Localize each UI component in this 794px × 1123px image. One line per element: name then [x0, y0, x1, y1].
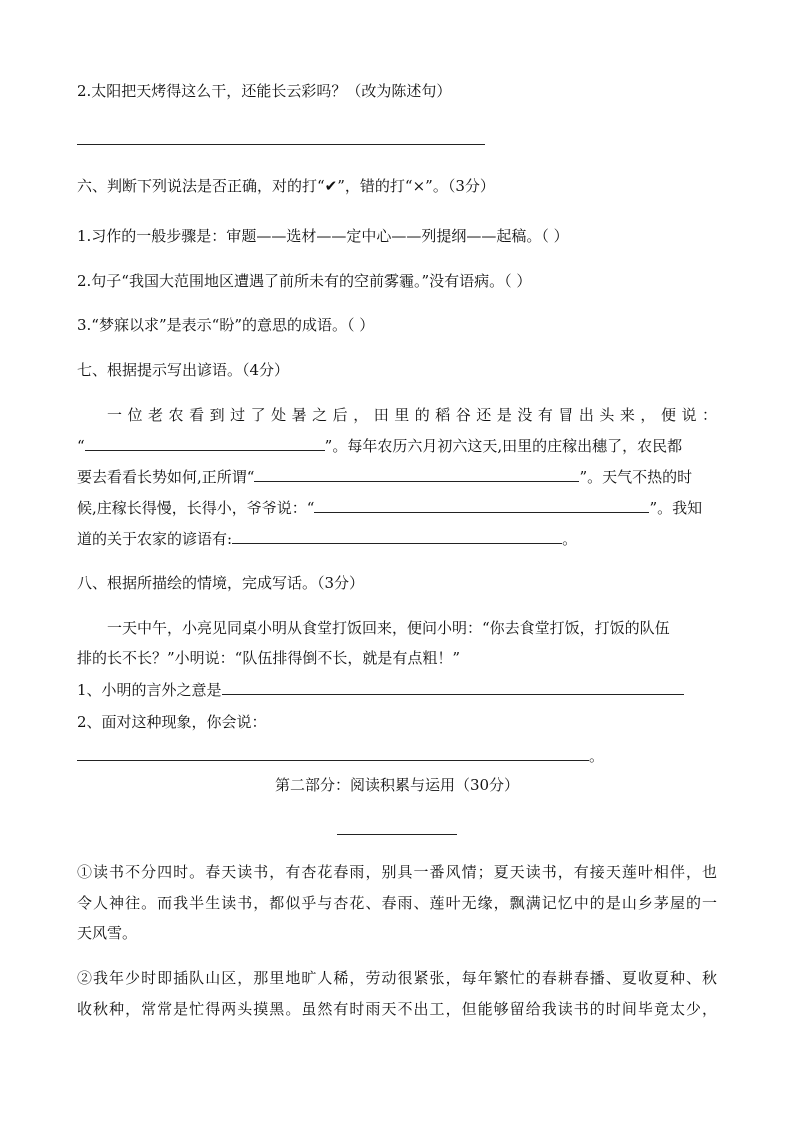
section-heading: 八、根据所描绘的情境，完成写话。（3分） [77, 574, 365, 592]
check-mark-icon: ✔ [324, 177, 338, 195]
paragraph-text: 道的关于农家的谚语有: [77, 530, 233, 548]
paragraph-line [77, 466, 692, 487]
paragraph-line [77, 497, 702, 518]
answer-line-row [77, 745, 604, 766]
heading-text: 六、判断下列说法是否正确，对的打“ [77, 177, 325, 195]
paragraph-text: ”。我知 [649, 499, 703, 517]
period: 。 [589, 747, 605, 765]
paragraph-line [77, 435, 682, 456]
title-blank[interactable] [337, 834, 457, 835]
quote-open: “ [77, 437, 85, 455]
paragraph-line: 天风雪。 [77, 924, 138, 942]
paragraph-text: 。 [562, 530, 578, 548]
paragraph-line: 排的长不长？”小明说：“队伍排得倒不长，就是有点粗！” [77, 649, 461, 667]
paragraph-text: 候,庄稼长得慢，长得小，爷爷说：“ [77, 499, 315, 517]
heading-text: ”，错的打“×”。（3分） [337, 177, 495, 195]
answer-blank[interactable] [222, 679, 684, 695]
question-text: 3.“梦寐以求”是表示“盼”的意思的成语。（ ） [77, 316, 375, 334]
paragraph-line: 令人神往。而我半生读书，都似乎与杏花、春雨、莲叶无缘，飘满记忆中的是山乡茅屋的一 [77, 894, 717, 912]
question-line [77, 679, 684, 700]
paragraph-line: 一天中午，小亮见同桌小明从食堂打饭回来，便问小明：“你去食堂打饭，打饭的队伍 [107, 619, 670, 637]
question-text: 2、面对这种现象，你会说： [77, 713, 267, 731]
part-title: 第二部分：阅读积累与运用（30分） [274, 776, 520, 794]
answer-line[interactable] [77, 144, 485, 145]
question-text: 1、小明的言外之意是 [77, 681, 222, 699]
answer-blank[interactable] [314, 497, 649, 513]
paragraph-text: ”。每年农历六月初六这天,田里的庄稼出穗了，农民都 [324, 437, 683, 455]
paragraph-line: 一位老农看到过了处暑之后，田里的稻谷还是没有冒出头来，便说： [107, 406, 717, 424]
section-heading: 七、根据提示写出谚语。（4分） [77, 361, 290, 379]
section-heading [77, 176, 495, 196]
question-text: 2.太阳把天烤得这么干，还能长云彩吗？（改为陈述句） [77, 82, 452, 100]
paragraph-line [77, 528, 577, 549]
paragraph-line: 收秋种，常常是忙得两头摸黑。虽然有时雨天不出工，但能够留给我读书的时间毕竟太少， [77, 1000, 717, 1018]
paragraph-text: ”。天气不热的时 [579, 468, 693, 486]
question-text: 1.习作的一般步骤是：审题——选材——定中心——列提纲——起稿。（ ） [77, 227, 569, 245]
paragraph-line: ②我年少时即插队山区，那里地旷人稀，劳动很紧张，每年繁忙的春耕春播、夏收夏种、秋 [77, 969, 717, 987]
answer-blank[interactable] [77, 745, 589, 761]
question-text: 2.句子“我国大范围地区遭遇了前所未有的空前雾霾。”没有语病。（ ） [77, 272, 532, 290]
paragraph-line: ①读书不分四时。春天读书，有杏花春雨，别具一番风情；夏天读书，有接天莲叶相伴，也 [77, 863, 717, 881]
answer-blank[interactable] [254, 466, 579, 482]
answer-blank[interactable] [85, 435, 325, 451]
paragraph-text: 要去看看长势如何,正所谓“ [77, 468, 255, 486]
answer-blank[interactable] [232, 528, 562, 544]
